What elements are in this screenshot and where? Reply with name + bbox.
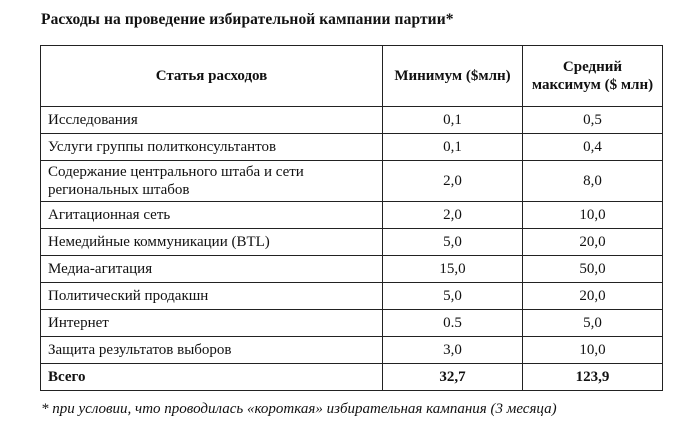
row-min: 5,0 — [383, 229, 523, 256]
row-min: 0,1 — [383, 107, 523, 134]
table-row — [41, 107, 663, 134]
row-item: Защита результатов выборов — [41, 337, 383, 364]
row-item: Политический продакшн — [41, 283, 383, 310]
row-max: 10,0 — [523, 337, 663, 364]
row-item: Агитационная сеть — [41, 202, 383, 229]
row-max: 10,0 — [523, 202, 663, 229]
footnote: * при условии, что проводилась «короткая» избирательная кампания (3 месяца) — [41, 401, 557, 417]
row-max: 8,0 — [523, 161, 663, 202]
row-item: Медиа-агитация — [41, 256, 383, 283]
row-min: 0.5 — [383, 310, 523, 337]
header-average-maximum: Средний максимум ($ млн) — [523, 46, 663, 107]
table-row — [41, 283, 663, 310]
table-row — [41, 229, 663, 256]
row-item: Услуги группы политконсультантов — [41, 134, 383, 161]
table-header-row — [41, 46, 663, 107]
row-item: Исследования — [41, 107, 383, 134]
row-min: 5,0 — [383, 283, 523, 310]
header-item: Статья расходов — [41, 46, 383, 107]
row-max: 20,0 — [523, 229, 663, 256]
table-row — [41, 134, 663, 161]
row-min: 0,1 — [383, 134, 523, 161]
table-row — [41, 310, 663, 337]
expenses-table — [40, 45, 663, 391]
row-item: Интернет — [41, 310, 383, 337]
row-max: 20,0 — [523, 283, 663, 310]
total-label: Всего — [41, 364, 383, 391]
table-row — [41, 161, 663, 202]
row-max: 0,5 — [523, 107, 663, 134]
document-title: Расходы на проведение избирательной кампании партии* — [41, 11, 454, 28]
row-item: Немедийные коммуникации (BTL) — [41, 229, 383, 256]
row-max: 5,0 — [523, 310, 663, 337]
header-minimum: Минимум ($млн) — [383, 46, 523, 107]
total-max: 123,9 — [523, 364, 663, 391]
row-min: 2,0 — [383, 202, 523, 229]
table-row — [41, 202, 663, 229]
row-min: 15,0 — [383, 256, 523, 283]
row-min: 3,0 — [383, 337, 523, 364]
row-min: 2,0 — [383, 161, 523, 202]
row-item: Содержание центрального штаба и сети региональных штабов — [41, 161, 383, 202]
table-row — [41, 337, 663, 364]
row-max: 50,0 — [523, 256, 663, 283]
table-total-row — [41, 364, 663, 391]
table-row — [41, 256, 663, 283]
row-max: 0,4 — [523, 134, 663, 161]
total-min: 32,7 — [383, 364, 523, 391]
